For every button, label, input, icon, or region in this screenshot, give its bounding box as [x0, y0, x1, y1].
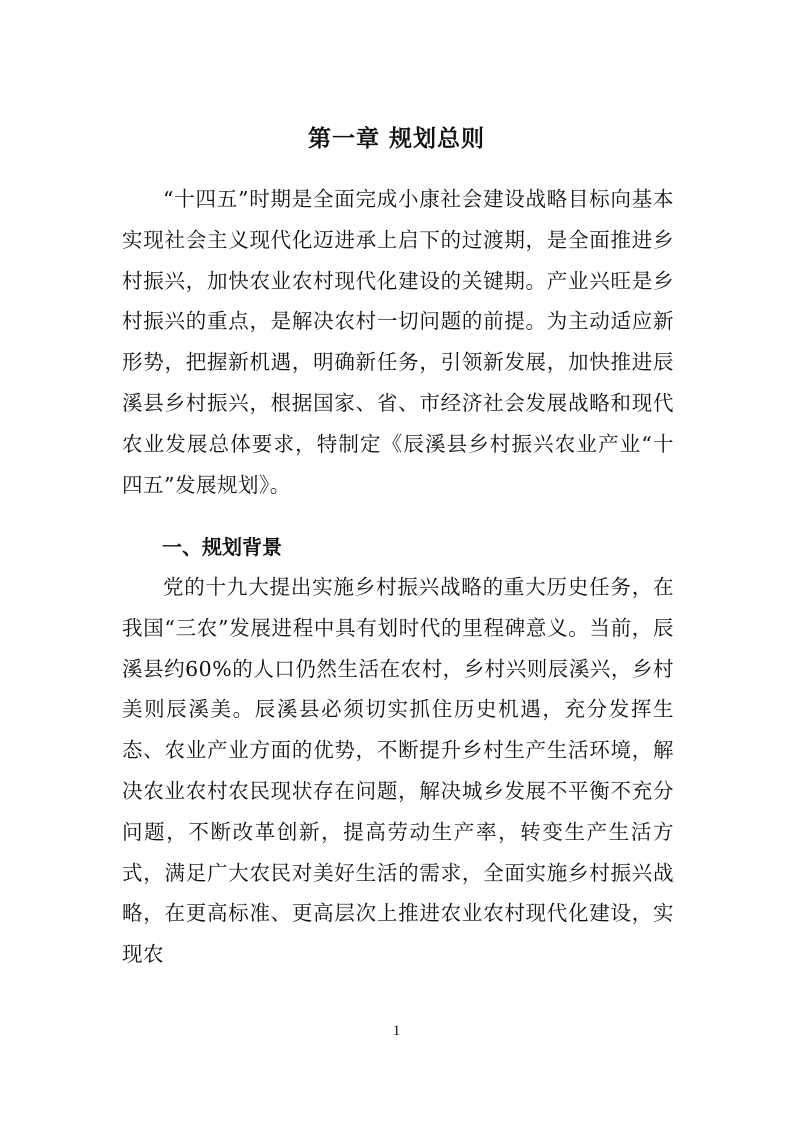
background-paragraph: 党的十九大提出实施乡村振兴战略的重大历史任务，在我国“三农”发展进程中具有划时代的里程碑意义。当前，辰溪县约60%的人口仍然生活在农村，乡村兴则辰溪兴，乡村美则辰溪美。辰溪县必须切实抓住历史机遇，充分发挥生态、农业产业方面的优势，不断提升乡村生产生活环境，解决农业农村农民现状存在问题，解决城乡发展不平衡不充分问题，不断改革创新，提高劳动生产率，转变生产生活方式，满足广大农民对美好生活的需求，全面实施乡村振兴战略，在更高标准、更高层次上推进农业农村现代化建设，实现农	[122, 575, 674, 967]
section-heading-background: 一、规划背景	[162, 535, 282, 559]
page-number: 1	[392, 1023, 401, 1039]
intro-paragraph: “十四五”时期是全面完成小康社会建设战略目标向基本实现社会主义现代化迈进承上启下的过渡期，是全面推进乡村振兴，加快农业农村现代化建设的关键期。产业兴旺是乡村振兴的重点，是解决农村一切问题的前提。为主动适应新形势，把握新机遇，明确新任务，引领新发展，加快推进辰溪县乡村振兴，根据国家、省、市经济社会发展战略和现代农业发展总体要求，特制定《辰溪县乡村振兴农业产业“十四五”发展规划》。	[122, 187, 674, 497]
chapter-title: 第一章 规划总则	[307, 126, 485, 152]
